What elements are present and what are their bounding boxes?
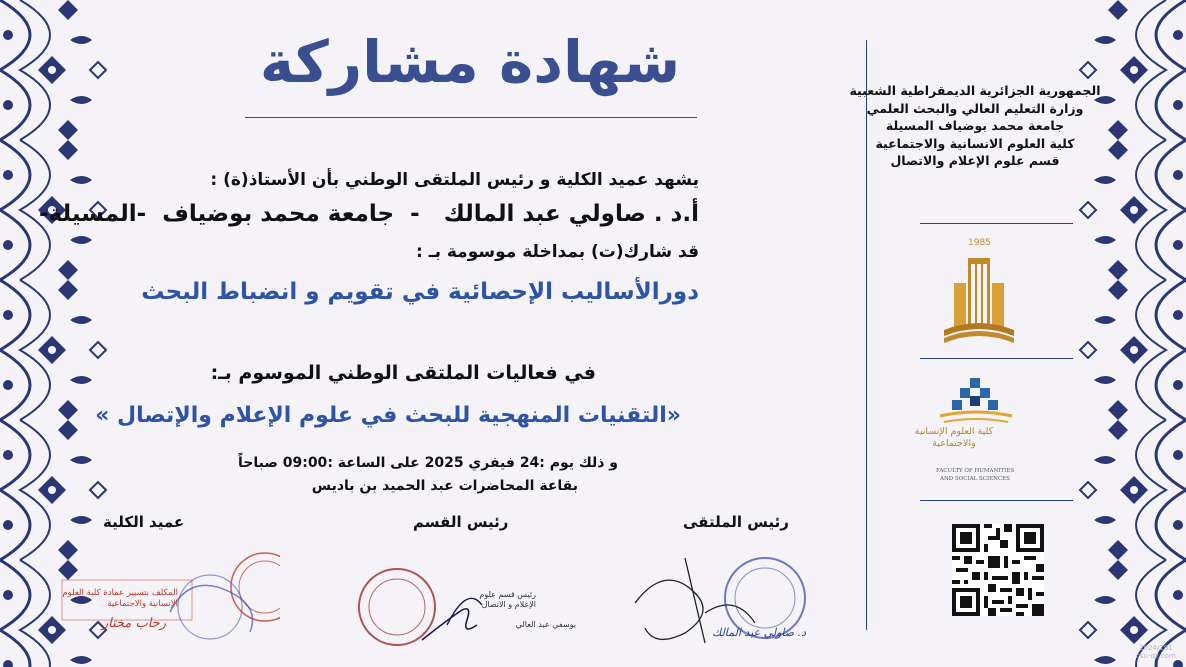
department-head-label: رئيس القسم (413, 513, 509, 531)
participant-name: أ.د . صاولي عبد المالك - جامعة محمد بوضياف -المسيلة- (39, 201, 699, 227)
date-line: و ذلك يوم :24 فيفري 2025 على الساعة :09:00 صباحاً (238, 455, 618, 471)
header-line-5: قسم علوم الإعلام والاتصال (890, 153, 1060, 168)
dean-label: عميد الكلية (103, 513, 185, 531)
paper-title: دورالأساليب الإحصائية في تقويم و انضباط البحث (141, 279, 699, 305)
watermark-line-2: csu-dz.com (1136, 652, 1176, 660)
attest-line: يشهد عميد الكلية و رئيس الملتقى الوطني بأن الأستاذ(ة) : (210, 170, 699, 190)
watermark-line-1: 2024/181 (1139, 644, 1173, 652)
faculty-name-en-2: AND SOCIAL SCIENCES (940, 476, 1010, 482)
certificate-title: شهادة مشاركة (259, 28, 681, 96)
watermark (1136, 644, 1176, 660)
header-line-1: الجمهورية الجزائرية الديمقراطية الشعبية (849, 83, 1101, 98)
header-divider-3 (920, 500, 1073, 501)
header-line-3: جامعة محمد بوضياف المسيلة (885, 118, 1065, 133)
institution-header (840, 82, 1110, 170)
organizer-head-label: رئيس الملتقى (683, 513, 789, 531)
university-logo (940, 238, 1018, 350)
header-line-2: وزارة التعليم العالي والبحث العلمي (866, 100, 1084, 116)
university-year: 1985 (968, 238, 991, 248)
qr-code (952, 524, 1044, 616)
faculty-name-ar: كلية العلوم الإنسانية والاجتماعية (914, 426, 994, 449)
dean-stamp-text: المكلف بتسيير عمادة كلية العلوم الإنسانية والاجتماعية (62, 588, 178, 609)
header-divider-1 (920, 223, 1073, 224)
participated-line: قد شارك(ت) بمداخلة موسومة بـ : (416, 242, 699, 262)
venue-line: بقاعة المحاضرات عبد الحميد بن باديس (311, 478, 578, 494)
header-divider-2 (920, 358, 1073, 359)
event-line: في فعاليات الملتقى الوطني الموسوم بـ: (210, 362, 596, 384)
dean-signature-name: رحاب مختار (101, 616, 166, 631)
event-title: «التقنيات المنهجية للبحث في علوم الإعلام والإتصال » (95, 403, 681, 428)
department-stamp-text: رئيس قسم علوم الإعلام و الاتصال (479, 590, 536, 609)
faculty-name-en-1: FACULTY OF HUMANITIES (936, 468, 1015, 474)
header-line-4: كلية العلوم الانسانية والاجتماعية (875, 135, 1075, 151)
organizer-signature-name: د. صاولي عبد المالك (712, 626, 806, 639)
department-signature-name: يوسفي عبد العالي (515, 620, 576, 629)
department-stamp (352, 565, 592, 655)
title-underline (245, 117, 697, 118)
